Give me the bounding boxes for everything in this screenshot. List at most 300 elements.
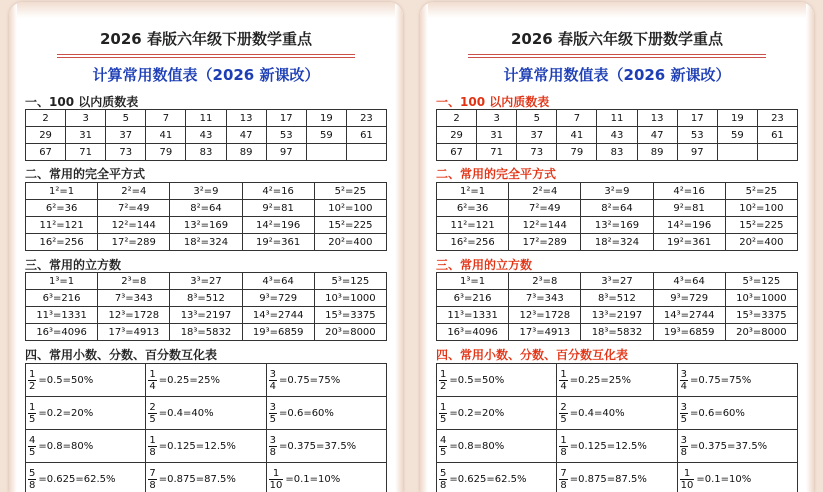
fraction-denominator: 4 bbox=[269, 381, 277, 392]
table-row bbox=[437, 110, 798, 127]
fraction-denominator: 5 bbox=[680, 414, 688, 425]
fraction bbox=[680, 468, 695, 491]
perfect-squares-table bbox=[436, 182, 798, 251]
conversion-cell bbox=[26, 364, 146, 397]
cubes-table bbox=[25, 272, 387, 341]
fraction bbox=[269, 369, 277, 392]
conversion-cell bbox=[437, 430, 557, 463]
fraction-equivalents: =0.375=37.5% bbox=[690, 441, 767, 452]
page-top-band bbox=[420, 2, 814, 18]
page-subtitle: 计算常用数值表（2026 新课改） bbox=[434, 64, 800, 85]
fraction-numerator: 3 bbox=[269, 369, 277, 381]
fraction-numerator: 7 bbox=[148, 468, 156, 480]
table-cell: 16³=4096 bbox=[437, 324, 509, 341]
table-cell: 20²=400 bbox=[314, 234, 386, 251]
table-cell: 15³=3375 bbox=[725, 307, 797, 324]
table-cell: 14²=196 bbox=[653, 217, 725, 234]
table-cell: 13 bbox=[637, 110, 677, 127]
conversion-cell bbox=[557, 397, 677, 430]
table-row bbox=[437, 217, 798, 234]
table-cell: 6³=216 bbox=[437, 290, 509, 307]
fraction-equivalents: =0.25=25% bbox=[570, 375, 631, 386]
table-row bbox=[26, 110, 387, 127]
table-cell: 6²=36 bbox=[26, 200, 98, 217]
fraction-numerator: 5 bbox=[439, 468, 447, 480]
table-row bbox=[437, 144, 798, 161]
table-cell: 20²=400 bbox=[725, 234, 797, 251]
table-cell: 15²=225 bbox=[725, 217, 797, 234]
table-cell: 23 bbox=[757, 110, 797, 127]
table-row bbox=[26, 183, 387, 200]
fraction bbox=[28, 369, 36, 392]
table-cell: 18²=324 bbox=[581, 234, 653, 251]
table-cell bbox=[346, 144, 386, 161]
table-cell: 19³=6859 bbox=[653, 324, 725, 341]
table-row bbox=[26, 200, 387, 217]
fraction-numerator: 1 bbox=[559, 435, 567, 447]
table-cell: 41 bbox=[146, 127, 186, 144]
table-cell: 20³=8000 bbox=[725, 324, 797, 341]
table-cell: 13²=169 bbox=[581, 217, 653, 234]
table-cell: 19 bbox=[717, 110, 757, 127]
conversion-cell bbox=[266, 364, 386, 397]
fraction-numerator: 3 bbox=[269, 402, 277, 414]
table-cell: 4²=16 bbox=[653, 183, 725, 200]
fraction-equivalents: =0.875=87.5% bbox=[159, 474, 236, 485]
conversion-cell bbox=[557, 463, 677, 492]
worksheet-page-left bbox=[9, 2, 403, 492]
table-cell: 14²=196 bbox=[242, 217, 314, 234]
fraction bbox=[439, 402, 447, 425]
table-cell: 15³=3375 bbox=[314, 307, 386, 324]
table-cell: 6²=36 bbox=[437, 200, 509, 217]
table-cell: 3²=9 bbox=[170, 183, 242, 200]
page-title: 2026 春版六年级下册数学重点 bbox=[434, 28, 800, 49]
table-cell: 47 bbox=[226, 127, 266, 144]
table-cell: 19 bbox=[306, 110, 346, 127]
table-cell bbox=[717, 144, 757, 161]
table-cell: 5²=25 bbox=[725, 183, 797, 200]
title-rule-top bbox=[468, 54, 766, 55]
fraction-equivalents: =0.2=20% bbox=[38, 408, 93, 419]
page-edge-shade bbox=[420, 2, 428, 492]
fraction bbox=[269, 468, 284, 491]
fraction-numerator: 5 bbox=[28, 468, 36, 480]
conversion-cell bbox=[677, 463, 797, 492]
table-cell: 1³=1 bbox=[26, 273, 98, 290]
table-cell: 43 bbox=[186, 127, 226, 144]
fraction-numerator: 3 bbox=[269, 435, 277, 447]
conversion-cell bbox=[437, 463, 557, 492]
perfect-squares-heading: 二、常用的完全平方式 bbox=[436, 165, 556, 182]
fraction bbox=[439, 369, 447, 392]
fraction bbox=[439, 468, 447, 491]
table-row bbox=[437, 397, 798, 430]
fraction-equivalents: =0.8=80% bbox=[449, 441, 504, 452]
table-cell: 2 bbox=[26, 110, 66, 127]
fraction-denominator: 5 bbox=[439, 447, 447, 458]
table-cell: 67 bbox=[437, 144, 477, 161]
fraction-denominator: 8 bbox=[559, 447, 567, 458]
table-row bbox=[26, 307, 387, 324]
fraction-equivalents: =0.625=62.5% bbox=[449, 474, 526, 485]
table-cell: 2²=4 bbox=[98, 183, 170, 200]
table-cell: 10²=100 bbox=[725, 200, 797, 217]
cubes-heading: 三、常用的立方数 bbox=[25, 256, 121, 273]
table-cell: 7²=49 bbox=[98, 200, 170, 217]
table-cell: 10²=100 bbox=[314, 200, 386, 217]
table-cell: 19²=361 bbox=[653, 234, 725, 251]
fraction-numerator: 7 bbox=[559, 468, 567, 480]
table-cell: 41 bbox=[557, 127, 597, 144]
fraction-denominator: 5 bbox=[148, 414, 156, 425]
table-cell: 5³=125 bbox=[725, 273, 797, 290]
table-cell: 16²=256 bbox=[437, 234, 509, 251]
fraction-equivalents: =0.6=60% bbox=[690, 408, 745, 419]
table-cell: 12²=144 bbox=[98, 217, 170, 234]
table-cell: 7²=49 bbox=[509, 200, 581, 217]
table-cell: 20³=8000 bbox=[314, 324, 386, 341]
table-cell: 18²=324 bbox=[170, 234, 242, 251]
title-rule-bottom bbox=[468, 57, 766, 58]
fraction bbox=[148, 402, 156, 425]
table-cell: 3³=27 bbox=[581, 273, 653, 290]
table-cell: 4³=64 bbox=[242, 273, 314, 290]
table-cell: 5²=25 bbox=[314, 183, 386, 200]
page-title: 2026 春版六年级下册数学重点 bbox=[23, 28, 389, 49]
table-cell: 67 bbox=[26, 144, 66, 161]
fraction-denominator: 10 bbox=[269, 480, 284, 491]
conversion-cell bbox=[146, 397, 266, 430]
fraction-numerator: 1 bbox=[559, 369, 567, 381]
table-cell: 2²=4 bbox=[509, 183, 581, 200]
table-row bbox=[437, 364, 798, 397]
table-cell: 17 bbox=[677, 110, 717, 127]
fraction-denominator: 5 bbox=[28, 414, 36, 425]
table-row bbox=[26, 397, 387, 430]
table-cell: 1³=1 bbox=[437, 273, 509, 290]
table-cell: 11³=1331 bbox=[26, 307, 98, 324]
worksheet-page-right bbox=[420, 2, 814, 492]
table-cell: 19³=6859 bbox=[242, 324, 314, 341]
table-cell: 8³=512 bbox=[581, 290, 653, 307]
table-cell: 9³=729 bbox=[242, 290, 314, 307]
conversion-cell bbox=[146, 430, 266, 463]
fraction-denominator: 2 bbox=[439, 381, 447, 392]
fraction-numerator: 4 bbox=[439, 435, 447, 447]
conversion-table bbox=[25, 363, 387, 492]
fraction-equivalents: =0.8=80% bbox=[38, 441, 93, 452]
conversion-cell bbox=[146, 463, 266, 492]
table-row bbox=[437, 290, 798, 307]
table-cell: 29 bbox=[26, 127, 66, 144]
table-cell: 71 bbox=[477, 144, 517, 161]
table-cell: 8²=64 bbox=[581, 200, 653, 217]
fraction bbox=[148, 468, 156, 491]
conversion-cell bbox=[26, 463, 146, 492]
table-cell: 19²=361 bbox=[242, 234, 314, 251]
table-cell: 12²=144 bbox=[509, 217, 581, 234]
table-cell: 23 bbox=[346, 110, 386, 127]
table-cell: 89 bbox=[637, 144, 677, 161]
table-row bbox=[26, 127, 387, 144]
fraction-equivalents: =0.1=10% bbox=[285, 474, 340, 485]
title-rule-bottom bbox=[57, 57, 355, 58]
conversion-cell bbox=[437, 397, 557, 430]
table-cell: 16³=4096 bbox=[26, 324, 98, 341]
table-cell bbox=[757, 144, 797, 161]
fraction-numerator: 1 bbox=[439, 369, 447, 381]
fraction-numerator: 2 bbox=[148, 402, 156, 414]
fraction-numerator: 1 bbox=[28, 402, 36, 414]
table-cell: 2 bbox=[437, 110, 477, 127]
table-cell: 6³=216 bbox=[26, 290, 98, 307]
cubes-table bbox=[436, 272, 798, 341]
fraction-denominator: 4 bbox=[559, 381, 567, 392]
conversion-cell bbox=[26, 397, 146, 430]
table-cell: 18³=5832 bbox=[581, 324, 653, 341]
fraction-denominator: 8 bbox=[269, 447, 277, 458]
table-cell: 97 bbox=[266, 144, 306, 161]
fraction-denominator: 8 bbox=[559, 480, 567, 491]
fraction-numerator: 1 bbox=[439, 402, 447, 414]
conversion-cell bbox=[677, 364, 797, 397]
table-row bbox=[26, 290, 387, 307]
table-cell: 1²=1 bbox=[26, 183, 98, 200]
table-cell: 3 bbox=[477, 110, 517, 127]
table-cell: 7³=343 bbox=[509, 290, 581, 307]
fraction bbox=[28, 402, 36, 425]
fraction-denominator: 8 bbox=[439, 480, 447, 491]
conversion-cell bbox=[266, 463, 386, 492]
conversion-cell bbox=[437, 364, 557, 397]
fraction-equivalents: =0.4=40% bbox=[159, 408, 214, 419]
fraction-equivalents: =0.2=20% bbox=[449, 408, 504, 419]
table-cell: 13²=169 bbox=[170, 217, 242, 234]
fraction-equivalents: =0.75=75% bbox=[690, 375, 751, 386]
table-row bbox=[26, 144, 387, 161]
fraction bbox=[28, 435, 36, 458]
fraction-numerator: 1 bbox=[269, 468, 284, 480]
table-cell: 5³=125 bbox=[314, 273, 386, 290]
table-cell: 7 bbox=[557, 110, 597, 127]
page-edge-shade bbox=[806, 2, 814, 492]
table-cell: 9²=81 bbox=[653, 200, 725, 217]
table-cell: 61 bbox=[346, 127, 386, 144]
prime-numbers-heading: 一、100 以内质数表 bbox=[25, 93, 138, 110]
table-cell: 2³=8 bbox=[98, 273, 170, 290]
page-subtitle: 计算常用数值表（2026 新课改） bbox=[23, 64, 389, 85]
table-cell: 31 bbox=[477, 127, 517, 144]
table-cell: 10³=1000 bbox=[314, 290, 386, 307]
table-row bbox=[437, 183, 798, 200]
table-cell: 59 bbox=[306, 127, 346, 144]
table-row bbox=[26, 217, 387, 234]
table-row bbox=[437, 463, 798, 492]
fraction-denominator: 4 bbox=[148, 381, 156, 392]
fraction bbox=[148, 369, 156, 392]
fraction-numerator: 1 bbox=[148, 369, 156, 381]
table-cell: 4²=16 bbox=[242, 183, 314, 200]
fraction bbox=[680, 435, 688, 458]
fraction bbox=[680, 402, 688, 425]
table-cell: 8²=64 bbox=[170, 200, 242, 217]
table-cell: 31 bbox=[66, 127, 106, 144]
table-cell: 8³=512 bbox=[170, 290, 242, 307]
title-rule-top bbox=[57, 54, 355, 55]
fraction-denominator: 10 bbox=[680, 480, 695, 491]
table-cell: 11²=121 bbox=[437, 217, 509, 234]
fraction-equivalents: =0.4=40% bbox=[570, 408, 625, 419]
fraction bbox=[439, 435, 447, 458]
table-cell: 53 bbox=[266, 127, 306, 144]
table-row bbox=[26, 364, 387, 397]
page-edge-shade bbox=[9, 2, 17, 492]
table-cell: 37 bbox=[517, 127, 557, 144]
table-row bbox=[437, 200, 798, 217]
fraction-numerator: 3 bbox=[680, 369, 688, 381]
table-cell: 59 bbox=[717, 127, 757, 144]
fraction-denominator: 5 bbox=[28, 447, 36, 458]
table-cell: 11 bbox=[186, 110, 226, 127]
table-cell: 71 bbox=[66, 144, 106, 161]
fraction-numerator: 2 bbox=[559, 402, 567, 414]
fraction bbox=[680, 369, 688, 392]
table-cell: 4³=64 bbox=[653, 273, 725, 290]
table-row bbox=[437, 430, 798, 463]
fraction-equivalents: =0.125=12.5% bbox=[159, 441, 236, 452]
fraction bbox=[148, 435, 156, 458]
table-cell: 61 bbox=[757, 127, 797, 144]
fraction-equivalents: =0.6=60% bbox=[279, 408, 334, 419]
table-cell: 83 bbox=[597, 144, 637, 161]
table-cell: 11³=1331 bbox=[437, 307, 509, 324]
fraction-denominator: 5 bbox=[439, 414, 447, 425]
table-cell: 29 bbox=[437, 127, 477, 144]
conversion-table bbox=[436, 363, 798, 492]
cubes-heading: 三、常用的立方数 bbox=[436, 256, 532, 273]
fraction-numerator: 1 bbox=[680, 468, 695, 480]
table-cell: 79 bbox=[557, 144, 597, 161]
table-cell: 43 bbox=[597, 127, 637, 144]
table-cell: 9³=729 bbox=[653, 290, 725, 307]
table-cell: 17³=4913 bbox=[98, 324, 170, 341]
table-cell: 7 bbox=[146, 110, 186, 127]
table-cell: 11 bbox=[597, 110, 637, 127]
table-row bbox=[437, 307, 798, 324]
page-edge-shade bbox=[395, 2, 403, 492]
table-cell: 79 bbox=[146, 144, 186, 161]
table-cell: 14³=2744 bbox=[653, 307, 725, 324]
table-cell: 16²=256 bbox=[26, 234, 98, 251]
fraction-numerator: 3 bbox=[680, 435, 688, 447]
conversion-cell bbox=[557, 430, 677, 463]
fraction-equivalents: =0.125=12.5% bbox=[570, 441, 647, 452]
table-cell: 13 bbox=[226, 110, 266, 127]
fraction bbox=[559, 369, 567, 392]
fraction-denominator: 2 bbox=[28, 381, 36, 392]
fraction-equivalents: =0.75=75% bbox=[279, 375, 340, 386]
conversion-cell bbox=[677, 430, 797, 463]
conversion-cell bbox=[26, 430, 146, 463]
fraction-denominator: 8 bbox=[28, 480, 36, 491]
table-cell: 17 bbox=[266, 110, 306, 127]
table-cell: 5 bbox=[517, 110, 557, 127]
table-cell: 47 bbox=[637, 127, 677, 144]
table-cell: 1²=1 bbox=[437, 183, 509, 200]
conversion-heading: 四、常用小数、分数、百分数互化表 bbox=[436, 346, 628, 363]
table-row bbox=[437, 324, 798, 341]
table-cell: 10³=1000 bbox=[725, 290, 797, 307]
fraction bbox=[28, 468, 36, 491]
table-cell: 12³=1728 bbox=[509, 307, 581, 324]
table-cell: 7³=343 bbox=[98, 290, 170, 307]
table-cell: 17²=289 bbox=[98, 234, 170, 251]
fraction-equivalents: =0.25=25% bbox=[159, 375, 220, 386]
fraction-equivalents: =0.875=87.5% bbox=[570, 474, 647, 485]
table-cell: 13³=2197 bbox=[170, 307, 242, 324]
table-cell: 89 bbox=[226, 144, 266, 161]
table-cell: 73 bbox=[517, 144, 557, 161]
table-cell: 17²=289 bbox=[509, 234, 581, 251]
fraction bbox=[559, 402, 567, 425]
table-cell: 83 bbox=[186, 144, 226, 161]
table-cell: 3³=27 bbox=[170, 273, 242, 290]
table-cell: 15²=225 bbox=[314, 217, 386, 234]
table-cell: 53 bbox=[677, 127, 717, 144]
fraction bbox=[269, 435, 277, 458]
perfect-squares-heading: 二、常用的完全平方式 bbox=[25, 165, 145, 182]
table-cell: 14³=2744 bbox=[242, 307, 314, 324]
table-cell: 18³=5832 bbox=[170, 324, 242, 341]
fraction-denominator: 8 bbox=[680, 447, 688, 458]
conversion-heading: 四、常用小数、分数、百分数互化表 bbox=[25, 346, 217, 363]
conversion-cell bbox=[146, 364, 266, 397]
perfect-squares-table bbox=[25, 182, 387, 251]
fraction-numerator: 1 bbox=[28, 369, 36, 381]
table-row bbox=[437, 273, 798, 290]
prime-numbers-heading: 一、100 以内质数表 bbox=[436, 93, 549, 110]
table-cell: 3²=9 bbox=[581, 183, 653, 200]
table-cell: 97 bbox=[677, 144, 717, 161]
fraction-equivalents: =0.625=62.5% bbox=[38, 474, 115, 485]
fraction-numerator: 4 bbox=[28, 435, 36, 447]
fraction bbox=[559, 468, 567, 491]
table-row bbox=[26, 234, 387, 251]
fraction-denominator: 5 bbox=[269, 414, 277, 425]
table-row bbox=[26, 430, 387, 463]
table-cell: 11²=121 bbox=[26, 217, 98, 234]
fraction-numerator: 1 bbox=[148, 435, 156, 447]
conversion-cell bbox=[266, 430, 386, 463]
fraction-denominator: 5 bbox=[559, 414, 567, 425]
table-cell: 73 bbox=[106, 144, 146, 161]
fraction-numerator: 3 bbox=[680, 402, 688, 414]
fraction bbox=[269, 402, 277, 425]
table-cell bbox=[306, 144, 346, 161]
conversion-cell bbox=[557, 364, 677, 397]
table-row bbox=[26, 463, 387, 492]
table-cell: 37 bbox=[106, 127, 146, 144]
table-cell: 9²=81 bbox=[242, 200, 314, 217]
fraction-equivalents: =0.5=50% bbox=[449, 375, 504, 386]
table-cell: 13³=2197 bbox=[581, 307, 653, 324]
table-row bbox=[437, 234, 798, 251]
table-cell: 2³=8 bbox=[509, 273, 581, 290]
table-cell: 3 bbox=[66, 110, 106, 127]
conversion-cell bbox=[677, 397, 797, 430]
table-row bbox=[26, 324, 387, 341]
